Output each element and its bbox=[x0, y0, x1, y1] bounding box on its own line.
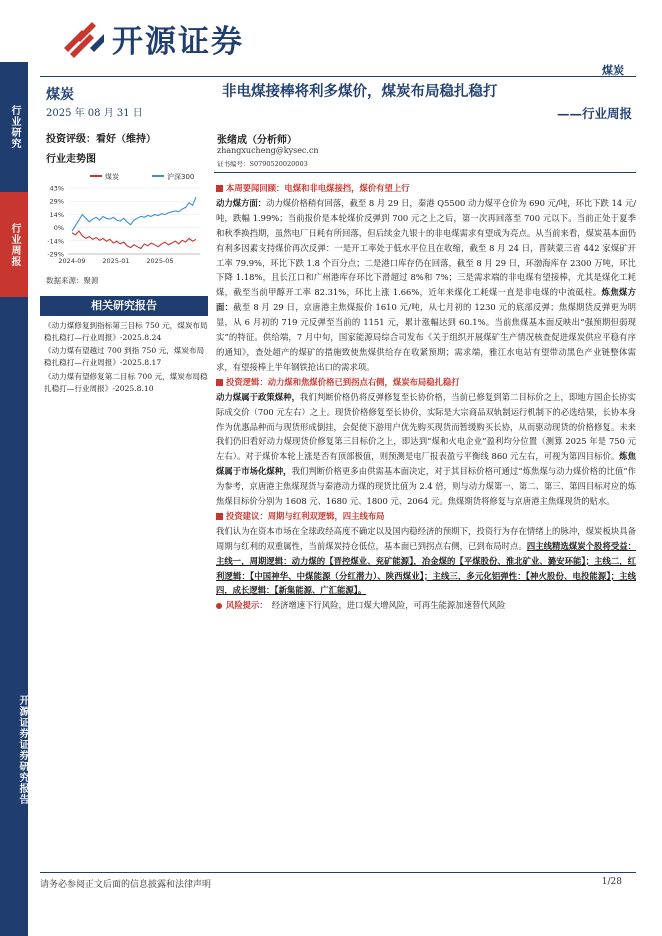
analyst-divider bbox=[214, 172, 636, 173]
report-date: 2025 年 08 月 31 日 bbox=[46, 108, 143, 119]
bullet-dot-icon bbox=[216, 603, 222, 609]
chart-title: 行业走势图 bbox=[46, 154, 96, 165]
section-heading-advice: 投资建议：周期与红利双逻辑，四主线布局 bbox=[216, 509, 636, 524]
x-tick-label: 2024-09 bbox=[58, 257, 86, 265]
investment-rating: 投资评级：看好（维持） bbox=[46, 134, 156, 145]
analyst-email[interactable]: zhangxucheng@kysec.cn bbox=[217, 146, 319, 155]
y-tick-label: 43% bbox=[49, 184, 64, 193]
brand-name: 开源证券 bbox=[112, 23, 244, 60]
related-report-item[interactable]: 《动力煤有望修复第二目标 700 元，煤炭布局稳扎稳打—行业周报》-2025.8.10 bbox=[44, 371, 208, 393]
page-number: 1/28 bbox=[601, 877, 622, 887]
paragraph-investment-advice: 我们认为在资本市场在全球政经高度不确定以及国内稳经济的预期下，投资行为存在情绪上的脉冲，煤炭板块具备周期与红利的双重属性，当前煤炭持仓低位，基本面已到拐点右侧，已到布局时点。四主线精选煤炭个股将受益：主线一，周期逻辑：动力煤的【晋控煤业、兖矿能源】，冶金煤的【平煤股份、淮北矿业、潞安环能】；主线二，红利逻辑：【中国神华、中煤能源（分红潜力）、陕西煤业】；主线三，多元化铝弹性：【神火股份、电投能源】；主线四，成长逻辑：【新集能源、广汇能源】。 bbox=[216, 525, 637, 596]
series-line-coal bbox=[72, 231, 196, 248]
x-tick-label: 2025-05 bbox=[146, 257, 174, 265]
y-tick-label: 29% bbox=[49, 197, 64, 206]
header-industry-tag: 煤炭 bbox=[602, 64, 624, 77]
related-reports-heading: 相关研究报告 bbox=[40, 296, 208, 316]
analyst-cert: 证书编号：S0790520020003 bbox=[217, 160, 308, 168]
brand-logo-icon bbox=[60, 18, 106, 58]
y-tick-label: -29% bbox=[47, 250, 64, 259]
bullet-square-icon bbox=[216, 513, 223, 520]
footer-divider bbox=[40, 872, 636, 873]
report-title: 非电煤接棒将利多煤价，煤炭布局稳扎稳打 bbox=[222, 84, 498, 100]
paragraph-investment-logic: 动力煤属于政策煤种，我们判断价格仍将反弹修复至长协价格，当前已修复到第二目标价之上，即地方国企长协实际成交价（700 元左右）之上。现货价格修复至长协价，实际是大宗商品双轨制运行机制下的必选结果，长协本身作为优惠品种而与现货形成倒挂，会促使下游用户优先购买现货而暂缓购买长协，从而驱动现货的价格修复。未来我们仍旧看好动力煤现货价修复第三目标价之上，即达到“煤和火电企业”盈利均分位置（测算 2025 年是 750 元左右）。对于煤价本轮上涨是否有顶部极值，则预测是电厂报表盈亏平衡线 860 元左右，可视为第四目标价。炼焦煤属于市场化煤种，我们判断价格更多由供需基本面决定，对于其目标价格可通过“炼焦煤与动力煤价格的比值”作为参考，京唐港主焦煤现货与秦港动力煤的现货比值为 2.4 倍，则与动力煤第一、第二、第三、第四目标对应的炼焦煤目标价分别为 1608 元、1680 元、1800 元、2064 元。焦煤期货将修复与京唐港主焦煤现货的贴水。 bbox=[216, 391, 637, 507]
series-line-hs300 bbox=[72, 197, 196, 231]
sidebar-tab-weekly: 行业周报 bbox=[0, 192, 28, 297]
risk-warning: 风险提示： 经济增速下行风险，进口煤大增风险，可再生能源加速替代风险 bbox=[216, 598, 636, 613]
bullet-square-icon bbox=[216, 185, 223, 192]
footer-disclaimer: 请务必参阅正文后面的信息披露和法律声明 bbox=[40, 880, 212, 890]
legend-label: 煤炭 bbox=[105, 173, 119, 181]
analyst-name: 张绪成（分析师） bbox=[217, 135, 297, 146]
y-tick-label: 0% bbox=[53, 224, 64, 233]
paragraph-thermal-coal: 动力煤方面：动力煤价格稍有回落，截至 8 月 29 日，秦港 Q5500 动力煤平仓价为 690 元/吨，环比下跌 14 元/吨，跌幅 1.99%；当前报价是本轮煤价反弹到 700 元之上之后，第一次再回落至 700 元以下。当前正处于夏季和秋季换挡期，虽然电厂日耗有所回落，但后续金九银十的非电煤需求有望成为亮点。从当前来看，煤炭基本面仍有利多因素支持煤价再次反弹：一是开工率处于低水平位且在收缩，截至 8 月 24 日，晋陕蒙三省 442 家煤矿开工率 79.9%，环比下跌 1.8 个百分点；二是港口库存仍在回落，截至 8 月 29 日，环渤海库存 2300 万吨，环比下降 1.18%，且长江口和广州港库存环比下滑超过 8%和 7%；三是需求端的非电煤有望接棒，尤其是煤化工耗煤，截至当前甲醇开工率 82.31%，环比上涨 1.66%，近年来煤化工耗煤一直是非电煤的中流砥柱。炼焦煤方面：截至 8 月 29 日，京唐港主焦煤报价 1610 元/吨，从七月初的 1230 元的底部反弹；焦煤期货反弹更为明显，从 6 月初的 719 元反弹至当前的 1151 元，累计涨幅达到 60.1%。当前焦煤基本面反映出“强预期但弱现实”的特征。供给端，7 月中旬，国家能源局综合司发布《关于组织开展煤矿生产情况核查促进煤炭供应平稳有序的通知》，查处超产的煤矿的措施致使焦煤供给存在收紧预期；需求端，雅江水电站有望带动黑色产业链整体需求，有望接棒上半年钢铁抢出口的需求项。 bbox=[216, 197, 637, 372]
related-report-item[interactable]: 《动力煤修复到指标第三目标 750 元，煤炭布局稳扎稳打—行业周报》-2025.8.24 bbox=[44, 321, 208, 342]
section-heading-logic: 投资逻辑：动力煤和焦煤价格已到拐点右侧，煤炭布局稳扎稳打 bbox=[216, 375, 636, 390]
header-divider bbox=[40, 76, 636, 77]
sidebar-tab-report: 开源证券证券研究报告 bbox=[0, 297, 28, 936]
y-tick-label: -14% bbox=[47, 237, 64, 246]
legend-label: 沪深300 bbox=[167, 173, 195, 181]
report-subtitle: ——行业周报 bbox=[556, 106, 632, 121]
chart-source: 数据来源：聚源 bbox=[46, 276, 99, 285]
bullet-square-icon bbox=[216, 379, 223, 386]
section-heading-news: 本周要闻回顾：电煤和非电煤接挡，煤价有望上行 bbox=[216, 181, 636, 196]
y-tick-label: 14% bbox=[49, 210, 64, 219]
brand-logo bbox=[60, 18, 244, 58]
industry-trend-chart bbox=[40, 168, 206, 286]
industry-name: 煤炭 bbox=[46, 87, 74, 103]
related-report-item[interactable]: 《动力煤有望越过 700 到指 750 元，煤炭布局稳扎稳打—行业周报》-2025.8.17 bbox=[44, 346, 205, 368]
x-tick-label: 2025-01 bbox=[102, 257, 130, 265]
related-reports-list bbox=[44, 320, 208, 396]
report-body bbox=[216, 181, 636, 613]
sidebar-tab-industry-research: 行业研究 bbox=[0, 62, 28, 192]
